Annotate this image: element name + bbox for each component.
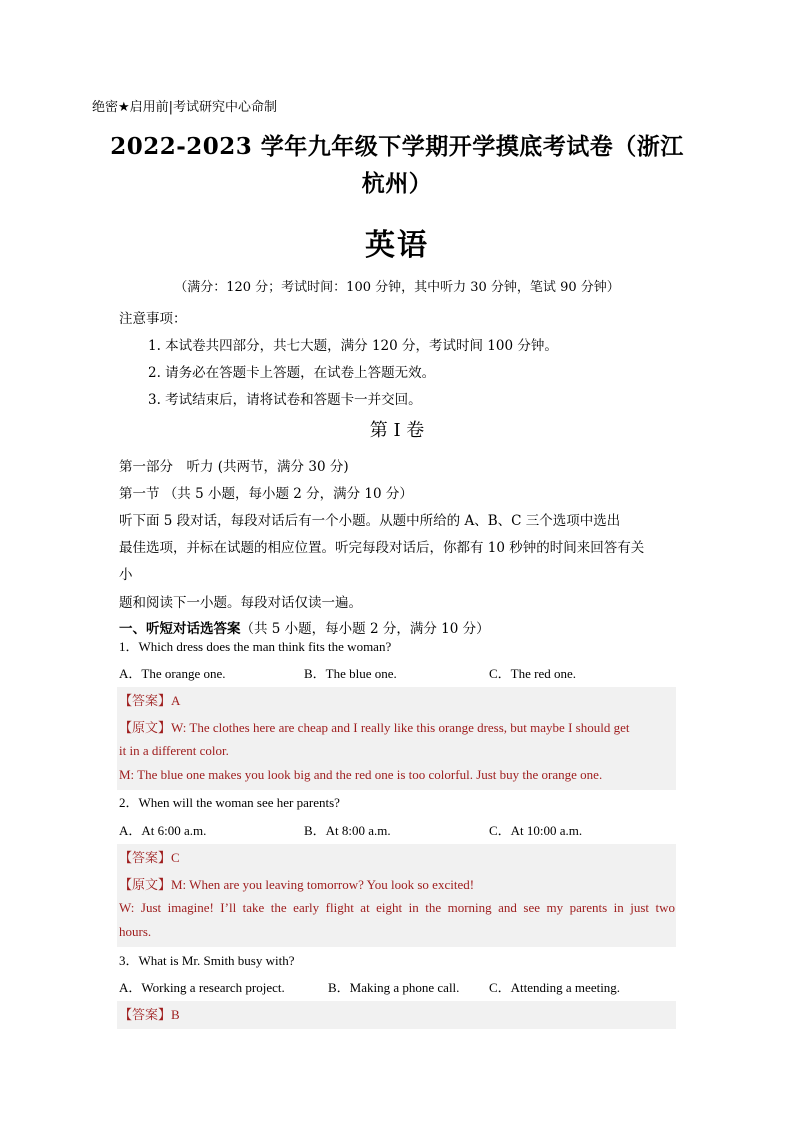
- transcript-line: it in a different color.: [119, 743, 229, 758]
- answer-block: [117, 1001, 676, 1029]
- answer-label: 【答案】A: [119, 693, 181, 708]
- subject-title: 英语: [365, 228, 429, 263]
- question-stem: 3．What is Mr. Smith busy with?: [119, 953, 295, 968]
- answer-block: [117, 844, 676, 947]
- option-c: C．Attending a meeting.: [489, 980, 621, 995]
- transcript-line: M: The blue one makes you look big and the red one is too colorful. Just buy the orange one.: [119, 767, 603, 782]
- transcript-line: hours.: [119, 924, 152, 939]
- option-b: B．Making a phone call.: [328, 980, 460, 995]
- subsection-heading: [119, 617, 490, 637]
- transcript-line: 【原文】M: When are you leaving tomorrow? You look so excited!: [119, 877, 475, 892]
- answer-label: 【答案】C: [119, 850, 180, 865]
- option-a: A．Working a research project.: [119, 980, 285, 995]
- page-title-line2: 杭州）: [361, 170, 433, 197]
- page-title-line1: 2022-2023 学年九年级下学期开学摸底考试卷（浙江: [110, 133, 684, 160]
- option-c: C．The red one.: [489, 666, 577, 681]
- subsection-title: 一、听短对话选答案: [119, 621, 241, 637]
- option-b: B．The blue one.: [304, 666, 397, 681]
- instructions-line: 听下面 5 段对话，每段对话后有一个小题。从题中所给的 A、B、C 三个选项中选出: [119, 513, 621, 529]
- note-item: 1. 本试卷共四部分，共七大题，满分 120 分，考试时间 100 分钟。: [148, 338, 558, 354]
- note-item: 3. 考试结束后，请将试卷和答题卡一并交回。: [148, 392, 422, 408]
- instructions-line: 小: [119, 567, 133, 583]
- option-a: A．At 6:00 a.m.: [119, 823, 207, 838]
- note-item: 2. 请务必在答题卡上答题，在试卷上答题无效。: [148, 365, 436, 381]
- transcript-line: W: Just imagine! I’ll take the early flight at eight in the morning and see my parents in just two: [119, 900, 675, 915]
- confidential-label: 绝密★启用前|考试研究中心命制: [92, 100, 278, 115]
- option-a: A．The orange one.: [119, 666, 226, 681]
- option-b: B．At 8:00 a.m.: [304, 823, 391, 838]
- option-c: C．At 10:00 a.m.: [489, 823, 583, 838]
- instructions-line: 题和阅读下一小题。每段对话仅读一遍。: [119, 595, 362, 611]
- answer-label: 【答案】B: [119, 1007, 180, 1022]
- volume-heading: 第 I 卷: [369, 420, 425, 441]
- question-stem: 1．Which dress does the man think fits the woman?: [119, 639, 392, 654]
- notes-heading: 注意事项：: [119, 311, 187, 327]
- transcript-line: 【原文】W: The clothes here are cheap and I really like this orange dress, but maybe I should get: [119, 720, 630, 735]
- part1-heading: 第一部分 听力 (共两节，满分 30 分): [119, 459, 349, 475]
- subsection-note: （共 5 小题，每小题 2 分，满分 10 分）: [240, 621, 490, 637]
- instructions-line: 最佳选项，并标在试题的相应位置。听完每段对话后，你都有 10 秒钟的时间来回答有关: [119, 540, 645, 556]
- score-info: （满分：120 分；考试时间：100 分钟，其中听力 30 分钟，笔试 90 分钟）: [174, 280, 620, 295]
- section-heading: 第一节 （共 5 小题，每小题 2 分，满分 10 分）: [119, 486, 413, 502]
- question-stem: 2．When will the woman see her parents?: [119, 795, 340, 810]
